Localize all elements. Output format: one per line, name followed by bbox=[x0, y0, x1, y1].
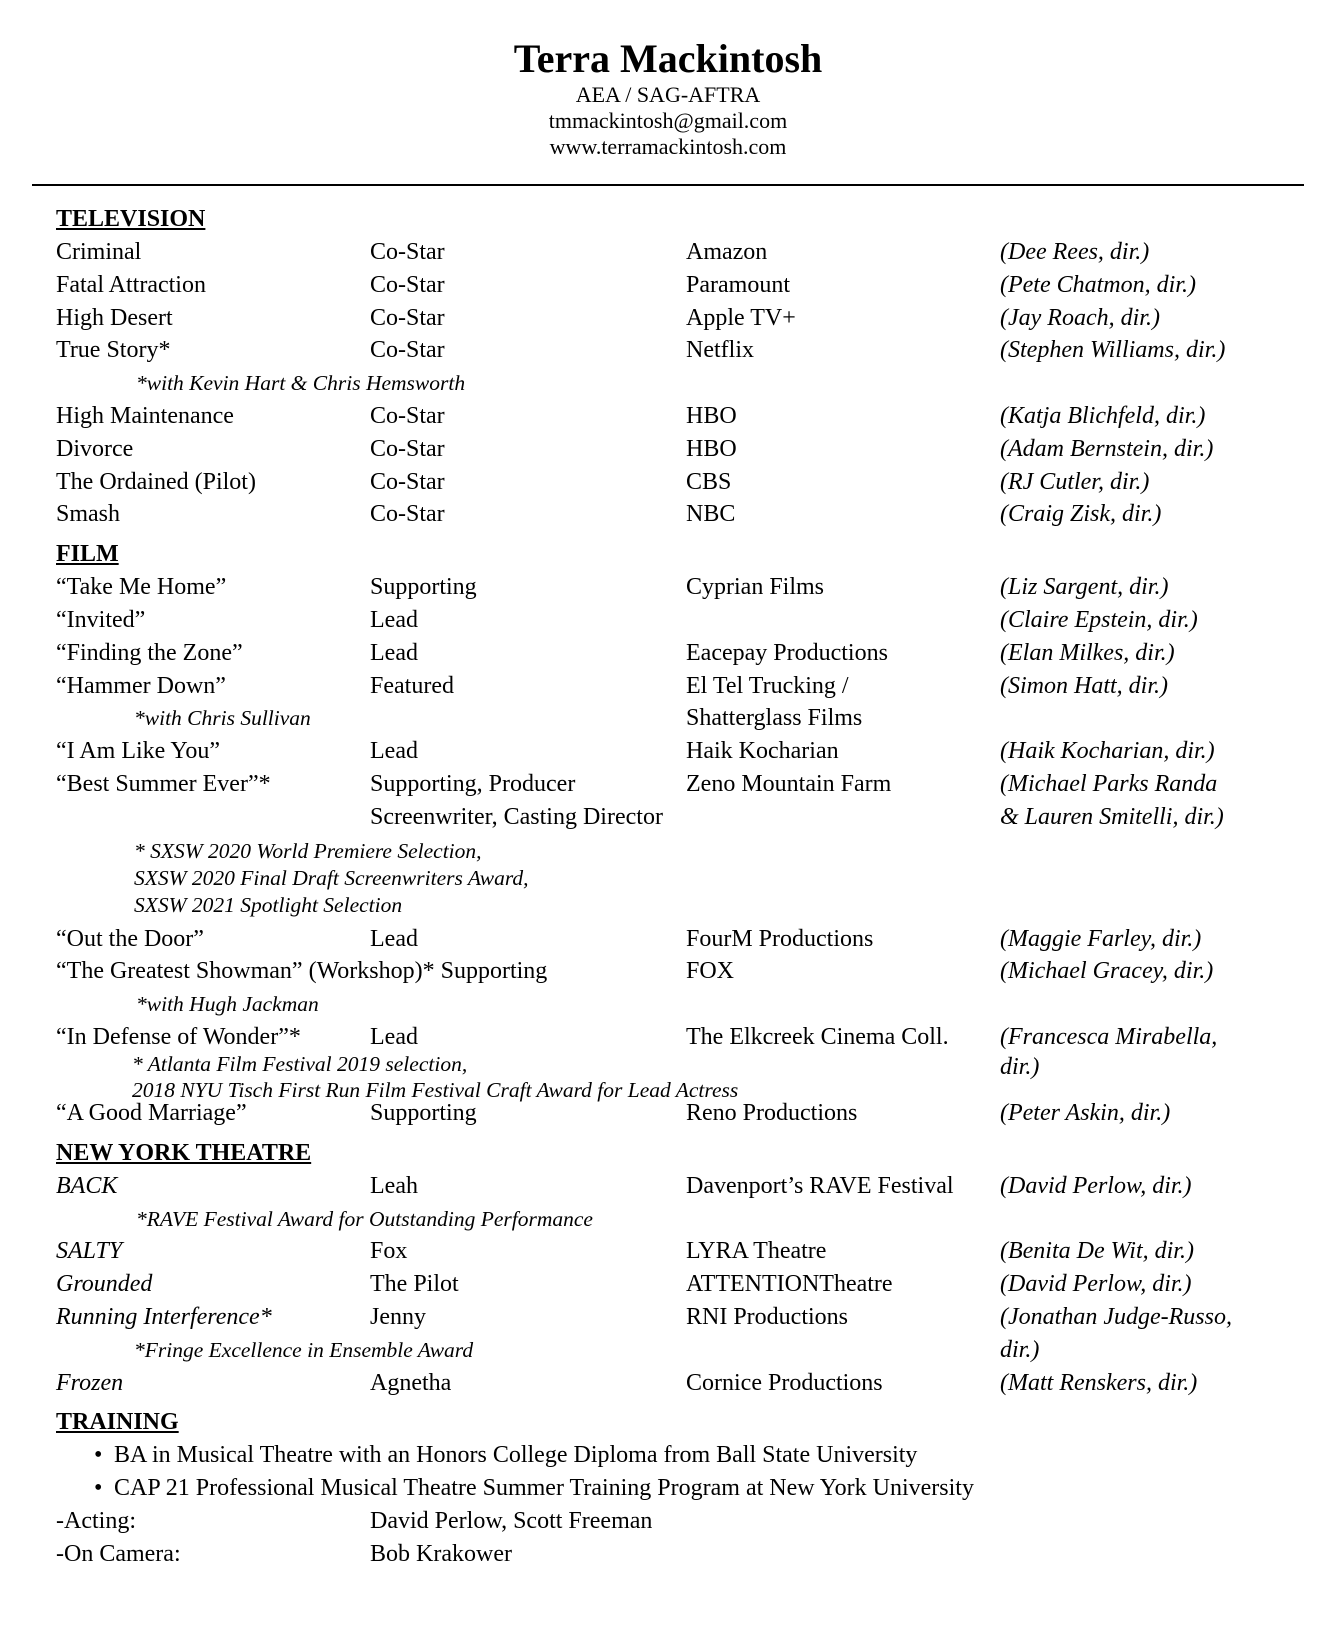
credit-row bbox=[56, 735, 1316, 768]
credit-director: (David Perlow, dir.) bbox=[1000, 1172, 1192, 1199]
credit-note: *with Hugh Jackman bbox=[136, 992, 319, 1017]
credit-director: (Elan Milkes, dir.) bbox=[1000, 639, 1175, 666]
credit-note: *with Kevin Hart & Chris Hemsworth bbox=[136, 371, 466, 396]
credit-row bbox=[56, 466, 1316, 499]
credit-row bbox=[56, 269, 1316, 302]
credit-director: (Simon Hatt, dir.) bbox=[1000, 672, 1168, 699]
credit-role: Featured bbox=[370, 672, 454, 699]
credit-role: Lead bbox=[370, 606, 418, 633]
training-row bbox=[56, 1538, 1316, 1571]
credit-title: “A Good Marriage” bbox=[56, 1099, 247, 1126]
credit-row bbox=[56, 1170, 1316, 1203]
credit-director: (Haik Kocharian, dir.) bbox=[1000, 738, 1215, 765]
credit-row bbox=[56, 1235, 1316, 1268]
credit-director: (Dee Rees, dir.) bbox=[1000, 239, 1150, 265]
credit-company: Cornice Productions bbox=[686, 1369, 883, 1396]
credit-company: Haik Kocharian bbox=[686, 738, 839, 765]
email[interactable]: tmmackintosh@gmail.com bbox=[548, 108, 788, 133]
credit-director-line2: & Lauren Smitelli, dir.) bbox=[1000, 803, 1224, 830]
credit-role: Co-Star bbox=[370, 271, 445, 298]
credit-role: Lead bbox=[370, 738, 418, 765]
credit-title: “Best Summer Ever”* bbox=[56, 770, 271, 797]
credit-role: Supporting, Producer bbox=[370, 770, 576, 797]
credit-row bbox=[56, 1367, 1316, 1400]
credit-company: Zeno Mountain Farm bbox=[686, 770, 892, 797]
credit-company: LYRA Theatre bbox=[686, 1238, 827, 1265]
credit-role: Co-Star bbox=[370, 239, 445, 265]
credit-title: “Invited” bbox=[56, 606, 146, 633]
training-item: • CAP 21 Professional Musical Theatre Summer Training Program at New York University bbox=[56, 1472, 1316, 1505]
credit-title: High Maintenance bbox=[56, 402, 234, 429]
resume-body bbox=[56, 202, 1316, 1571]
website[interactable]: www.terramackintosh.com bbox=[549, 134, 787, 159]
credit-role: Leah bbox=[370, 1172, 418, 1199]
credit-director: (Katja Blichfeld, dir.) bbox=[1000, 402, 1206, 429]
credit-director: (Matt Renskers, dir.) bbox=[1000, 1369, 1198, 1396]
credit-director: (Jonathan Judge-Russo, bbox=[1000, 1303, 1232, 1330]
credit-row bbox=[56, 955, 1316, 988]
credit-note bbox=[56, 838, 1316, 919]
credit-row bbox=[56, 498, 1316, 531]
credit-title: Criminal bbox=[56, 239, 142, 265]
credit-title: Running Interference* bbox=[56, 1303, 272, 1330]
credit-note: *RAVE Festival Award for Outstanding Performance bbox=[136, 1206, 593, 1231]
credit-director-line2: dir.) bbox=[1000, 1336, 1040, 1363]
credit-director: (Michael Parks Randa bbox=[1000, 770, 1218, 797]
training-item: • BA in Musical Theatre with an Honors College Diploma from Ball State University bbox=[56, 1439, 1316, 1472]
credit-company: Amazon bbox=[686, 239, 768, 265]
credit-row bbox=[56, 1021, 1316, 1102]
credit-title: “Out the Door” bbox=[56, 925, 204, 952]
credit-row bbox=[56, 637, 1316, 670]
credit-role-line2: Screenwriter, Casting Director bbox=[370, 803, 663, 830]
credit-director: (Benita De Wit, dir.) bbox=[1000, 1238, 1194, 1265]
credit-company: FOX bbox=[686, 958, 735, 985]
credit-row bbox=[56, 1301, 1316, 1367]
credit-row bbox=[56, 302, 1316, 335]
credit-company: Reno Productions bbox=[686, 1099, 858, 1126]
credit-director: (Maggie Farley, dir.) bbox=[1000, 925, 1202, 952]
unions: AEA / SAG-AFTRA bbox=[575, 82, 761, 107]
credit-company: Davenport’s RAVE Festival bbox=[686, 1172, 954, 1199]
header-divider bbox=[32, 184, 1304, 186]
credit-role: Co-Star bbox=[370, 337, 445, 364]
credit-row bbox=[56, 400, 1316, 433]
training-value: Bob Krakower bbox=[370, 1540, 512, 1567]
credit-director: (Liz Sargent, dir.) bbox=[1000, 574, 1169, 601]
section-title-film: FILM bbox=[56, 541, 119, 568]
credit-role: Fox bbox=[370, 1238, 408, 1265]
credit-role: Supporting bbox=[370, 574, 477, 601]
credit-director: (Peter Askin, dir.) bbox=[1000, 1099, 1171, 1126]
credit-title: Grounded bbox=[56, 1271, 153, 1298]
credit-role: Co-Star bbox=[370, 304, 445, 331]
section-title-theatre: NEW YORK THEATRE bbox=[56, 1139, 312, 1166]
note-line: * SXSW 2020 World Premiere Selection, bbox=[134, 838, 482, 863]
training-label: -Acting: bbox=[56, 1507, 136, 1534]
credit-director: (David Perlow, dir.) bbox=[1000, 1271, 1192, 1298]
credit-role: The Pilot bbox=[370, 1271, 459, 1298]
credit-row bbox=[56, 433, 1316, 466]
credit-title: “Take Me Home” bbox=[56, 574, 227, 601]
credit-title: Fatal Attraction bbox=[56, 271, 206, 298]
credit-company: Netflix bbox=[686, 337, 754, 364]
section-title-television: TELEVISION bbox=[56, 206, 206, 232]
training-value: David Perlow, Scott Freeman bbox=[370, 1507, 653, 1534]
credit-company: Paramount bbox=[686, 271, 790, 298]
credit-note: *Fringe Excellence in Ensemble Award bbox=[134, 1337, 474, 1362]
credit-title: Frozen bbox=[56, 1369, 124, 1396]
credit-director: (Stephen Williams, dir.) bbox=[1000, 337, 1226, 364]
credit-director: (Jay Roach, dir.) bbox=[1000, 304, 1160, 331]
credit-note: *with Chris Sullivan bbox=[134, 706, 311, 731]
resume-header bbox=[0, 36, 1336, 160]
note-line: SXSW 2020 Final Draft Screenwriters Award, bbox=[134, 865, 529, 890]
credit-title: BACK bbox=[56, 1172, 118, 1199]
credit-title: SALTY bbox=[56, 1238, 123, 1265]
credit-company: ATTENTIONTheatre bbox=[686, 1271, 893, 1298]
credit-title: “I Am Like You” bbox=[56, 738, 220, 765]
credit-role: Jenny bbox=[370, 1303, 426, 1330]
credit-company: The Elkcreek Cinema Coll. bbox=[686, 1023, 949, 1050]
credit-title: Smash bbox=[56, 501, 121, 528]
credit-director: (Adam Bernstein, dir.) bbox=[1000, 435, 1214, 462]
credit-title: The Ordained (Pilot) bbox=[56, 468, 256, 495]
credit-role: Lead bbox=[370, 1023, 418, 1050]
credit-company: NBC bbox=[686, 501, 736, 528]
credit-row bbox=[56, 571, 1316, 604]
credit-company: Cyprian Films bbox=[686, 574, 825, 601]
training-label: -On Camera: bbox=[56, 1540, 181, 1567]
section-title-training: TRAINING bbox=[56, 1409, 179, 1436]
credit-role: Co-Star bbox=[370, 402, 445, 429]
credit-director: (Craig Zisk, dir.) bbox=[1000, 501, 1162, 528]
credit-row bbox=[56, 1097, 1316, 1130]
credit-row bbox=[56, 1268, 1316, 1301]
credit-company-line2: Shatterglass Films bbox=[686, 705, 863, 732]
credit-director: (Claire Epstein, dir.) bbox=[1000, 606, 1198, 633]
note-line: SXSW 2021 Spotlight Selection bbox=[134, 892, 403, 917]
credit-company: HBO bbox=[686, 435, 737, 462]
credit-role: Lead bbox=[370, 925, 418, 952]
credit-row bbox=[56, 923, 1316, 956]
credit-company: Eacepay Productions bbox=[686, 639, 888, 666]
credit-title: “Finding the Zone” bbox=[56, 639, 243, 666]
credit-title: Divorce bbox=[56, 435, 134, 462]
credit-company: El Tel Trucking / bbox=[686, 672, 849, 699]
credit-row bbox=[56, 236, 1316, 269]
credit-company: Apple TV+ bbox=[686, 304, 796, 331]
credit-note: * Atlanta Film Festival 2019 selection, bbox=[132, 1051, 468, 1076]
credit-role: Agnetha bbox=[370, 1369, 452, 1396]
credit-role: Co-Star bbox=[370, 468, 445, 495]
credit-row bbox=[56, 670, 1316, 736]
credit-title: True Story* bbox=[56, 337, 171, 364]
credit-company: HBO bbox=[686, 402, 737, 429]
credit-director: (Francesca Mirabella, bbox=[1000, 1023, 1218, 1050]
training-row bbox=[56, 1505, 1316, 1538]
credit-title: “Hammer Down” bbox=[56, 672, 226, 699]
credit-director-line2: dir.) bbox=[1000, 1053, 1040, 1080]
credit-role: Supporting bbox=[370, 1099, 477, 1126]
credit-row bbox=[56, 768, 1316, 834]
credit-director: (Pete Chatmon, dir.) bbox=[1000, 271, 1196, 298]
credit-row bbox=[56, 604, 1316, 637]
actor-name: Terra Mackintosh bbox=[513, 36, 823, 81]
credit-title: “In Defense of Wonder”* bbox=[56, 1023, 301, 1050]
credit-note-line2: 2018 NYU Tisch First Run Film Festival Craft Award for Lead Actress bbox=[132, 1077, 739, 1102]
credit-title-role: “The Greatest Showman” (Workshop)* Supporting bbox=[56, 958, 548, 985]
credit-title: High Desert bbox=[56, 304, 173, 331]
credit-role: Lead bbox=[370, 639, 418, 666]
credit-company: FourM Productions bbox=[686, 925, 874, 952]
training-list bbox=[56, 1439, 1316, 1505]
credit-role: Co-Star bbox=[370, 501, 445, 528]
credit-row bbox=[56, 334, 1316, 367]
credit-role: Co-Star bbox=[370, 435, 445, 462]
credit-company: CBS bbox=[686, 468, 732, 495]
credit-director: (RJ Cutler, dir.) bbox=[1000, 468, 1150, 495]
credit-company: RNI Productions bbox=[686, 1303, 848, 1330]
credit-director: (Michael Gracey, dir.) bbox=[1000, 958, 1214, 985]
